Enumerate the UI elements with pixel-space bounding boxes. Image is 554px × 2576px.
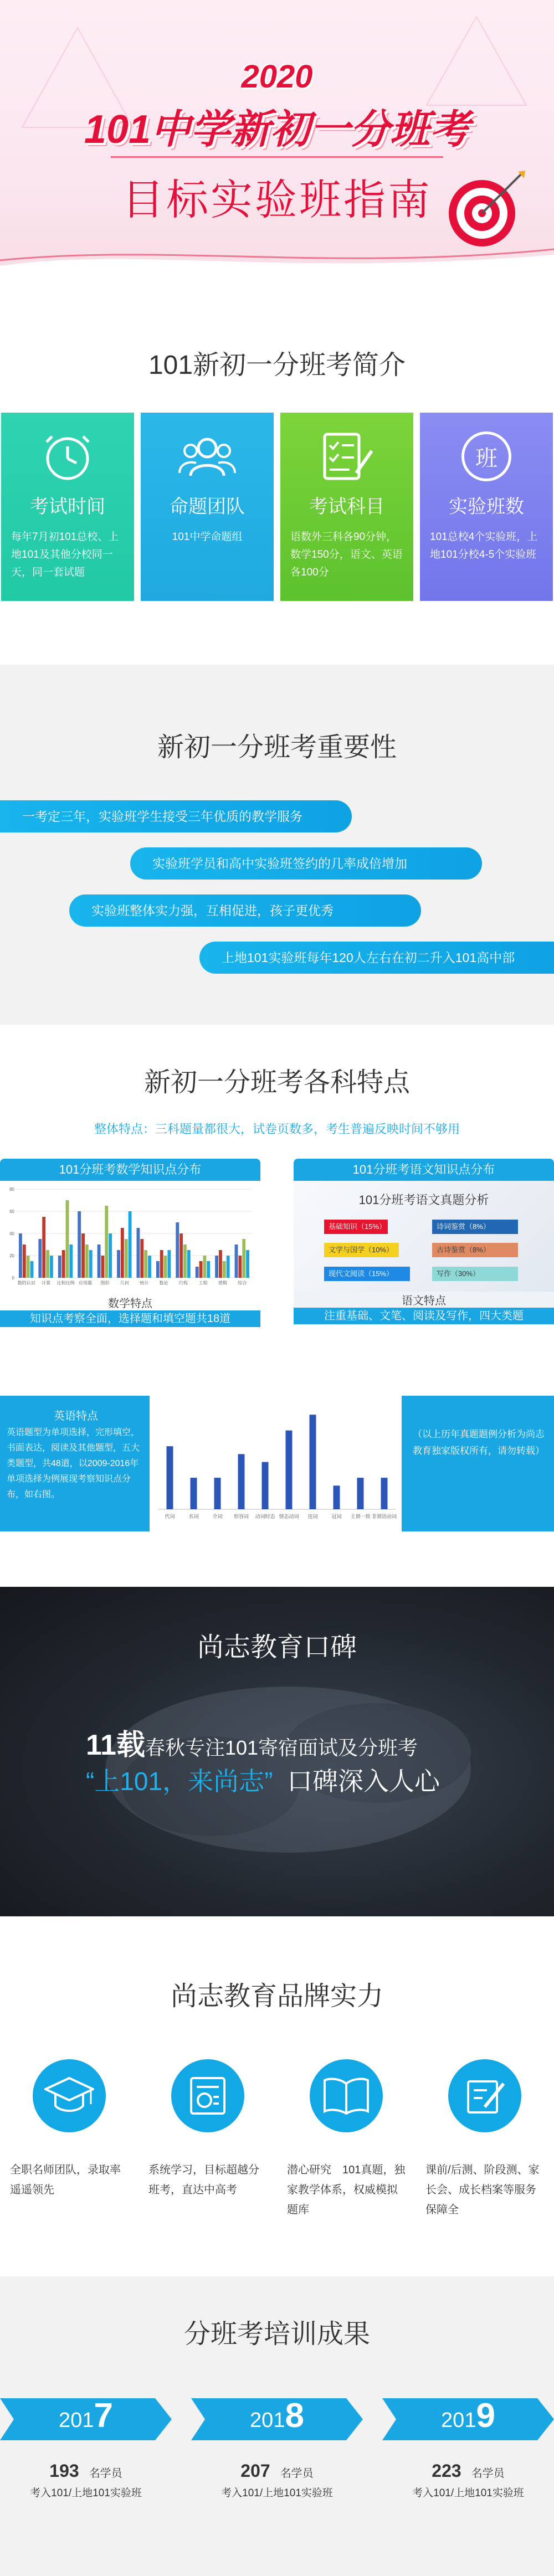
year-prefix: 201: [59, 2409, 94, 2432]
english-label: 英语特点: [54, 1410, 98, 1422]
chinese-tag: 诗词鉴赏（8%）: [432, 1220, 518, 1234]
chinese-tag: 写作（30%）: [432, 1267, 518, 1281]
x-tick-label: 代词: [165, 1514, 175, 1519]
y-tick-label: 0: [12, 1276, 14, 1281]
importance-item: 实验班学员和高中实验班签约的几率成倍增加: [130, 847, 482, 880]
math-bar: [238, 1256, 242, 1278]
math-bar: [207, 1261, 210, 1278]
math-bar: [219, 1250, 222, 1278]
english-chart: [150, 1396, 402, 1531]
x-tick-label: 介词: [212, 1514, 223, 1519]
hero-wave: [0, 244, 554, 277]
chinese-chart: [294, 1181, 554, 1292]
math-bar: [101, 1256, 105, 1278]
brand-item: [277, 2059, 416, 2220]
result-count: [191, 2461, 363, 2481]
math-bar: [125, 1239, 128, 1278]
math-chart: [0, 1181, 260, 1292]
years-highlight: 11载: [86, 1729, 145, 1761]
math-bar: [78, 1211, 81, 1278]
hero-divider: [111, 156, 443, 158]
math-bar: [121, 1228, 124, 1278]
reputation-title: 尚志教育口碑: [197, 1633, 357, 1662]
result-desc: 考入101/上地101实验班: [412, 2487, 524, 2499]
math-bar: [98, 1245, 101, 1278]
importance-title: 新初一分班考重要性: [157, 733, 397, 762]
ban-badge-icon: 班: [461, 431, 511, 481]
checklist-icon: [316, 429, 377, 484]
x-tick-label: 工程: [198, 1281, 208, 1286]
english-bar: [357, 1478, 364, 1509]
importance-item: 实验班整体实力强，互相促进，孩子更优秀: [69, 894, 421, 927]
reputation-line2-text: 口碑深入人心: [286, 1767, 440, 1796]
math-bar: [187, 1250, 191, 1278]
brand-item: [0, 2059, 138, 2220]
math-panel-head: 101分班考数学知识点分布: [0, 1159, 260, 1181]
math-bar: [140, 1239, 143, 1278]
intro-cards: [0, 413, 554, 601]
math-bar: [235, 1245, 238, 1278]
math-bar: [148, 1256, 151, 1278]
math-bar: [89, 1250, 93, 1278]
brand-text: 全职名师团队，录取率遥遥领先: [10, 2164, 121, 2196]
chinese-label: 语文特点: [402, 1295, 446, 1307]
target-icon: [443, 166, 526, 249]
math-bar: [223, 1261, 226, 1278]
english-desc: 英语题型为单项选择，完形填空，书面表达，阅读及其他题型，五大类题型，共48道，以2009-2016年单项选择为例展现考察知识点分布，如右图。: [7, 1428, 140, 1499]
count-value: 223: [432, 2461, 461, 2481]
card-exam-time: [1, 413, 134, 601]
chinese-tag: 文学与国学（10%）: [324, 1243, 399, 1257]
brand-text: 课前/后测、阶段测、家长会、成长档案等服务保障全: [425, 2164, 540, 2216]
english-panel: [0, 1396, 554, 1531]
english-bar: [334, 1485, 340, 1509]
brand-item: [138, 2059, 277, 2220]
math-bar: [176, 1222, 179, 1278]
card-desc: 101总校4个实验班，上地101分校4-5个实验班: [430, 531, 538, 561]
math-bar: [69, 1245, 73, 1278]
math-bar: [23, 1245, 26, 1278]
result-count: [0, 2461, 172, 2481]
card-team: [141, 413, 274, 601]
subjects-title: 新初一分班考各科特点: [143, 1068, 410, 1097]
math-bar: [27, 1256, 30, 1278]
math-label: 数学特点: [108, 1298, 152, 1310]
slogan: “上101，来尚志”: [86, 1767, 273, 1796]
importance-item: 一考定三年，实验班学生接受三年优质的教学服务: [0, 800, 352, 832]
pen-paper-icon: [463, 2074, 507, 2118]
chinese-tag: 基础知识（15%）: [324, 1220, 388, 1234]
math-bar: [156, 1261, 160, 1278]
count-value: 207: [240, 2461, 270, 2481]
x-tick-label: 逻辑: [218, 1281, 227, 1286]
chinese-tag: 古诗鉴赏（8%）: [432, 1243, 518, 1257]
math-bar: [42, 1217, 45, 1278]
math-bar: [19, 1233, 22, 1278]
math-bar: [167, 1250, 171, 1278]
math-bar: [85, 1245, 89, 1278]
hero-banner: [0, 0, 554, 277]
year-prefix: 201: [250, 2409, 285, 2432]
reputation-line1-text: 春秋专注101寄宿面试及分班考: [145, 1736, 418, 1759]
y-tick-label: 60: [9, 1209, 14, 1214]
x-tick-label: 非谓语动词: [371, 1514, 397, 1519]
y-tick-label: 40: [9, 1231, 14, 1236]
count-value: 193: [49, 2461, 79, 2481]
card-subjects: [280, 413, 413, 601]
english-bar: [214, 1478, 221, 1509]
x-tick-label: 数的认识: [17, 1281, 35, 1286]
math-bar: [62, 1250, 65, 1278]
x-tick-label: 情态动词: [279, 1514, 299, 1519]
card-title: 考试科目: [309, 496, 384, 517]
x-tick-label: 图形: [100, 1281, 110, 1286]
x-tick-label: 主谓一致: [350, 1514, 371, 1519]
reputation-line2: [86, 1761, 440, 1798]
card-title: 命题团队: [170, 496, 245, 517]
year-arrow: [382, 2398, 554, 2440]
hero-headline: 101中学新初一分班考: [84, 107, 470, 152]
exam-board-icon: [186, 2074, 230, 2118]
hero-year: 2020: [241, 59, 313, 95]
x-tick-label: 综合: [238, 1281, 247, 1286]
brand-item: [416, 2059, 554, 2220]
count-unit: 名学员: [280, 2467, 314, 2480]
math-bar: [242, 1239, 245, 1278]
math-bar: [105, 1206, 108, 1278]
brand-text: 系统学习，目标超越分班考，直达中高考: [148, 2164, 259, 2196]
brand-title: 尚志教育品牌实力: [170, 1982, 383, 2011]
y-tick-label: 20: [9, 1253, 14, 1258]
math-bar: [215, 1256, 218, 1278]
math-bar: [137, 1228, 140, 1278]
reputation-line1: [86, 1721, 418, 1763]
result-desc: 考入101/上地101实验班: [30, 2487, 142, 2499]
x-tick-label: 动词时态: [255, 1514, 275, 1519]
english-bar: [167, 1446, 173, 1509]
english-bar: [310, 1415, 316, 1509]
year-digit: 9: [476, 2398, 495, 2435]
x-tick-label: 应用题: [78, 1281, 92, 1286]
result-2017: [0, 2398, 172, 2500]
brand-list: [0, 2059, 554, 2220]
result-2018: [191, 2398, 363, 2500]
year-prefix: 201: [441, 2409, 476, 2432]
math-panel: [0, 1159, 260, 1325]
card-desc: 语数外三科各90分钟，数学150分，语文、英语各100分: [290, 531, 403, 578]
math-bar: [50, 1256, 53, 1278]
year-arrow: [0, 2398, 172, 2440]
chinese-tag: 现代文阅读（15%）: [324, 1267, 410, 1281]
x-tick-label: 比和比例: [57, 1281, 75, 1286]
english-bar: [262, 1462, 269, 1509]
brand-text: 潜心研究 101真题，独家教学体系，权威模拟题库: [287, 2164, 406, 2216]
math-bar: [203, 1256, 206, 1278]
math-bar: [81, 1233, 85, 1278]
math-bar: [144, 1250, 147, 1278]
math-bar: [246, 1250, 249, 1278]
chinese-panel: [294, 1159, 554, 1322]
math-bar: [179, 1233, 183, 1278]
x-tick-label: 连词: [307, 1514, 318, 1519]
math-bar: [199, 1261, 203, 1278]
open-book-icon: [321, 2074, 371, 2118]
chinese-inner-title: 101分班考语文真题分析: [358, 1193, 489, 1207]
x-tick-label: 统计: [140, 1281, 149, 1286]
importance-item: 上地101实验班每年120人左右在初二升入101高中部: [199, 942, 554, 974]
subjects-overall: 整体特点：三科题量都很大，试卷页数多，考生普遍反映时间不够用: [94, 1122, 460, 1136]
card-classes: [420, 413, 553, 601]
graduation-cap-icon: [44, 2074, 94, 2118]
english-bar: [381, 1478, 388, 1509]
x-tick-label: 数论: [159, 1281, 168, 1286]
english-note: （以上历年真题题例分析为尚志教育独家版权所有，请勿转载）: [413, 1429, 545, 1456]
chinese-foot: 注重基础、文笔、阅读及写作，四大类题: [294, 1308, 554, 1324]
math-bar: [160, 1250, 163, 1278]
card-title: 实验班数: [449, 496, 524, 517]
x-tick-label: 计算: [42, 1281, 51, 1286]
result-count: [382, 2461, 554, 2481]
math-bar: [109, 1233, 112, 1278]
math-bar: [46, 1250, 49, 1278]
english-text: [7, 1407, 145, 1503]
result-2019: [382, 2398, 554, 2500]
card-desc: 每年7月初101总校、上地101及其他分校同一天，同一套试题: [11, 531, 119, 578]
count-unit: 名学员: [471, 2467, 505, 2480]
english-chart-box: [150, 1396, 402, 1531]
x-tick-label: 形容词: [233, 1514, 249, 1519]
math-bar: [58, 1256, 61, 1278]
math-bar: [164, 1256, 167, 1278]
result-desc: 考入101/上地101实验班: [221, 2487, 333, 2499]
clock-icon: [40, 429, 95, 484]
team-icon: [177, 429, 238, 484]
math-bar: [30, 1261, 34, 1278]
x-tick-label: 名词: [188, 1514, 199, 1519]
math-bar: [227, 1256, 230, 1278]
math-bar: [129, 1211, 132, 1278]
english-bar: [191, 1478, 197, 1509]
card-title: 考试时间: [30, 496, 105, 517]
y-tick-label: 80: [9, 1187, 14, 1192]
x-tick-label: 行程: [179, 1281, 188, 1286]
year-digit: 8: [285, 2398, 304, 2435]
math-bar: [117, 1250, 120, 1278]
math-bar: [66, 1200, 69, 1278]
count-unit: 名学员: [89, 2467, 122, 2480]
intro-title: 101新初一分班考简介: [148, 351, 406, 380]
card-desc: 101中学命题组: [172, 531, 243, 543]
math-bar: [38, 1239, 42, 1278]
english-bar: [238, 1454, 245, 1509]
x-tick-label: 冠词: [331, 1514, 342, 1519]
math-bar: [196, 1267, 199, 1278]
year-arrow: [191, 2398, 363, 2440]
results-title: 分班考培训成果: [183, 2320, 370, 2349]
chinese-panel-head: 101分班考语文知识点分布: [294, 1159, 554, 1181]
x-tick-label: 几何: [120, 1281, 129, 1286]
math-bar: [183, 1245, 187, 1278]
math-foot: 知识点考察全面，选择题和填空题共18道: [0, 1310, 260, 1327]
importance-section: [0, 665, 554, 1025]
hero-subtitle: 目标实验班指南: [122, 177, 432, 224]
year-digit: 7: [94, 2398, 113, 2435]
english-bar: [286, 1431, 293, 1509]
